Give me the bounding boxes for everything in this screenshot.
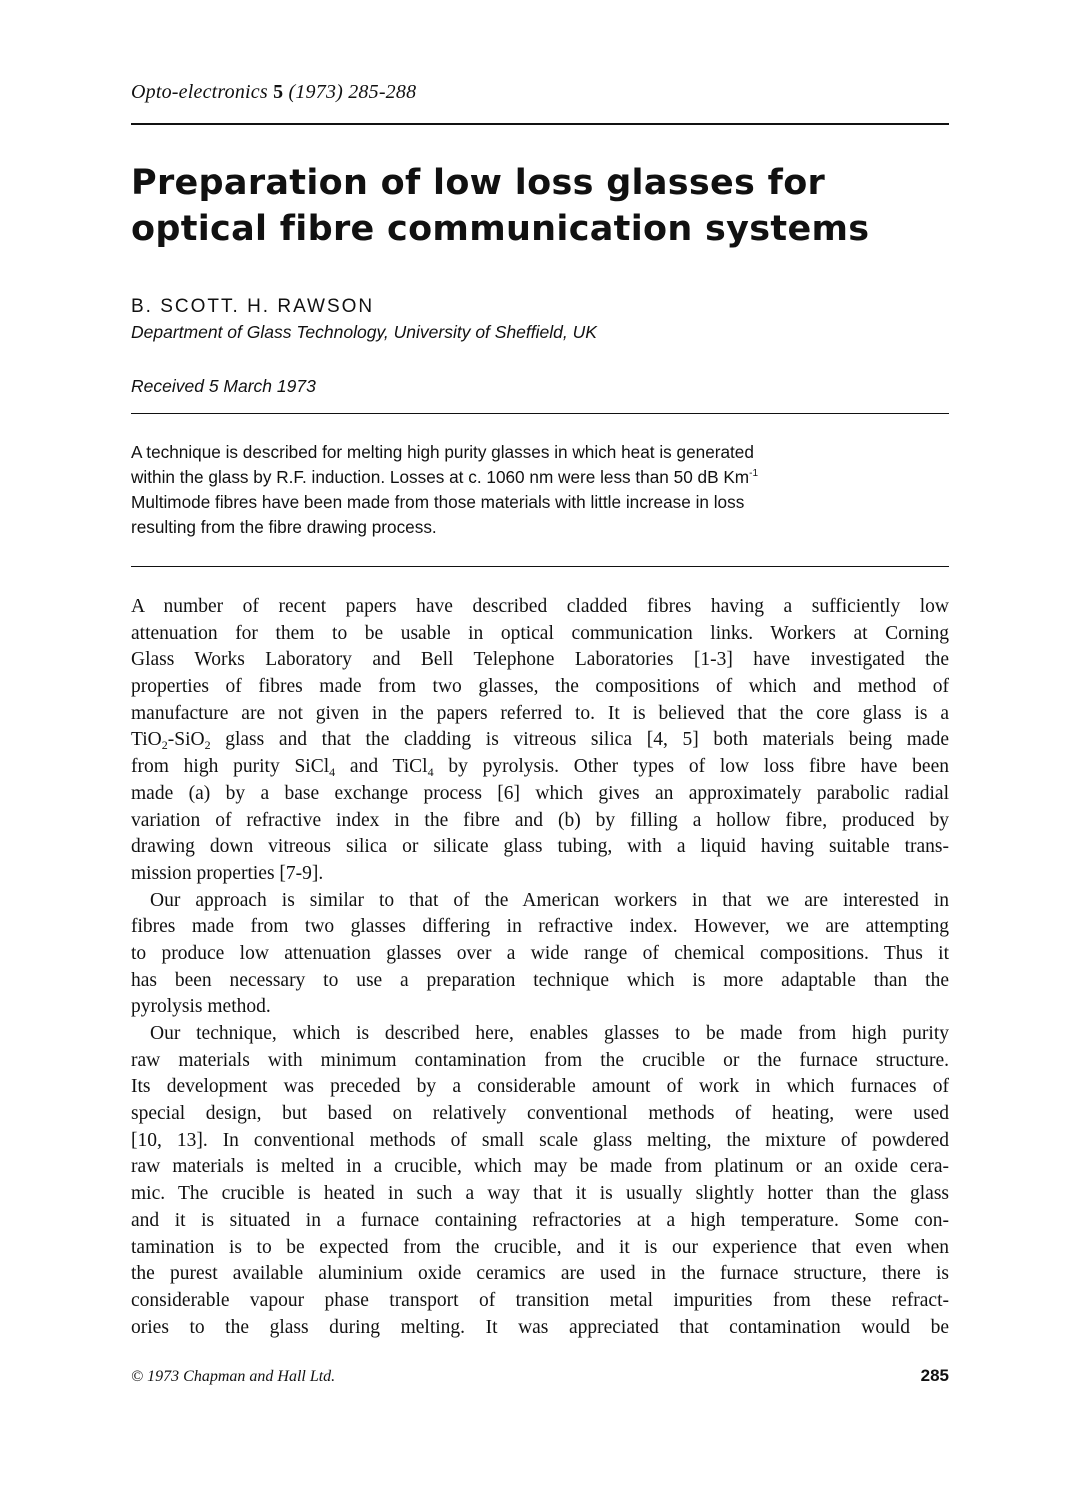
body-line: drawing down vitreous silica or silicate glass tubing, with a liquid having suitable trans- <box>131 836 949 858</box>
body-line: manufacture are not given in the papers referred to. It is believed that the core glass is a <box>131 702 949 724</box>
body-line: Our approach is similar to that of the American workers in that we are interested in <box>150 889 949 911</box>
subscript: 4 <box>329 765 336 780</box>
body-line <box>131 754 949 781</box>
body-line: considerable vapour phase transport of transition metal impurities from these refract- <box>131 1289 949 1311</box>
abstract <box>131 440 949 540</box>
abstract-superscript: -1 <box>749 468 759 479</box>
body-line: tamination is to be expected from the crucible, and it is our experience that even when <box>131 1236 949 1258</box>
body-line: mic. The crucible is heated in such a way that it is usually slightly hotter than the glass <box>131 1183 949 1205</box>
abstract-line-text: within the glass by R.F. induction. Losses at c. 1060 nm were less than 50 dB Km <box>131 467 750 487</box>
abstract-line: Multimode fibres have been made from those materials with little increase in loss <box>131 492 745 512</box>
body-line: variation of refractive index in the fibre and (b) by filling a hollow fibre, produced by <box>131 809 949 831</box>
body-line: the purest available aluminium oxide ceramics are used in the furnace structure, there is <box>131 1263 949 1285</box>
body-line-text: glass and that the cladding is vitreous silica [4, 5] both materials being made <box>210 729 949 751</box>
body-line: ories to the glass during melting. It was appreciated that contamination would be <box>131 1316 949 1338</box>
journal-year: (1973) <box>288 81 344 103</box>
body-line: A number of recent papers have described cladded fibres having a sufficiently low <box>131 596 949 617</box>
body-line: mission properties [7-9]. <box>131 862 324 884</box>
title-line-1: Preparation of low loss glasses for <box>131 163 826 203</box>
journal-volume: 5 <box>273 81 284 103</box>
abstract-line: A technique is described for melting high purity glasses in which heat is generated <box>131 442 754 462</box>
body-line: Our technique, which is described here, enables glasses to be made from high purity <box>150 1023 949 1044</box>
body-line: [10, 13]. In conventional methods of small scale glass melting, the mixture of powdered <box>131 1129 949 1151</box>
body-line: attenuation for them to be usable in optical communication links. Workers at Corning <box>131 622 949 644</box>
abstract-bottom-rule <box>131 566 949 567</box>
subscript: 2 <box>204 738 211 753</box>
subscript: 4 <box>427 765 434 780</box>
title-line-2: optical fibre communication systems <box>131 209 870 249</box>
body-line: to produce low attenuation glasses over a wide range of chemical compositions. Thus it <box>131 942 949 964</box>
journal-name: Opto-electronics <box>131 81 268 103</box>
body-line: made (a) by a base exchange process [6] which gives an approximately parabolic radial <box>131 782 949 804</box>
body-line: special design, but based on relatively conventional methods of heating, were used <box>131 1103 949 1125</box>
affiliation: Department of Glass Technology, University of Sheffield, UK <box>131 322 597 342</box>
received-date: Received 5 March 1973 <box>131 376 316 396</box>
journal-citation <box>131 81 416 104</box>
formula-text: -SiO <box>167 729 205 751</box>
body-line: pyrolysis method. <box>131 996 271 1018</box>
paper-page <box>131 0 949 1486</box>
body-text <box>131 594 949 1341</box>
abstract-top-rule <box>131 413 949 414</box>
authors: B. SCOTT. H. RAWSON <box>131 296 375 317</box>
body-line: properties of fibres made from two glasses, the compositions of which and method of <box>131 676 949 698</box>
header-rule <box>131 123 949 125</box>
abstract-line: resulting from the fibre drawing process. <box>131 517 437 537</box>
copyright-notice: © 1973 Chapman and Hall Ltd. <box>131 1368 336 1385</box>
journal-pages: 285-288 <box>348 81 417 103</box>
body-line: raw materials is melted in a crucible, which may be made from platinum or an oxide cera- <box>131 1156 949 1178</box>
article-title <box>131 160 949 252</box>
body-line-text: by pyrolysis. Other types of low loss fibre have been <box>433 756 949 778</box>
body-line: fibres made from two glasses differing in refractive index. However, we are attempting <box>131 916 949 938</box>
body-line-text: from high purity SiCl <box>131 756 330 778</box>
body-line: Its development was preceded by a considerable amount of work in which furnaces of <box>131 1076 949 1098</box>
body-line <box>131 727 949 754</box>
formula-text: TiO <box>131 729 162 751</box>
abstract-line <box>131 465 949 490</box>
body-line: has been necessary to use a preparation technique which is more adaptable than the <box>131 969 949 991</box>
body-line: raw materials with minimum contamination from the crucible or the furnace structure. <box>131 1049 949 1071</box>
formula-text: and TiCl <box>335 756 428 778</box>
page-number: 285 <box>920 1366 949 1385</box>
body-line: and it is situated in a furnace containing refractories at a high temperature. Some con- <box>131 1209 949 1231</box>
body-line: Glass Works Laboratory and Bell Telephone Laboratories [1-3] have investigated the <box>131 649 949 671</box>
subscript: 2 <box>161 738 168 753</box>
